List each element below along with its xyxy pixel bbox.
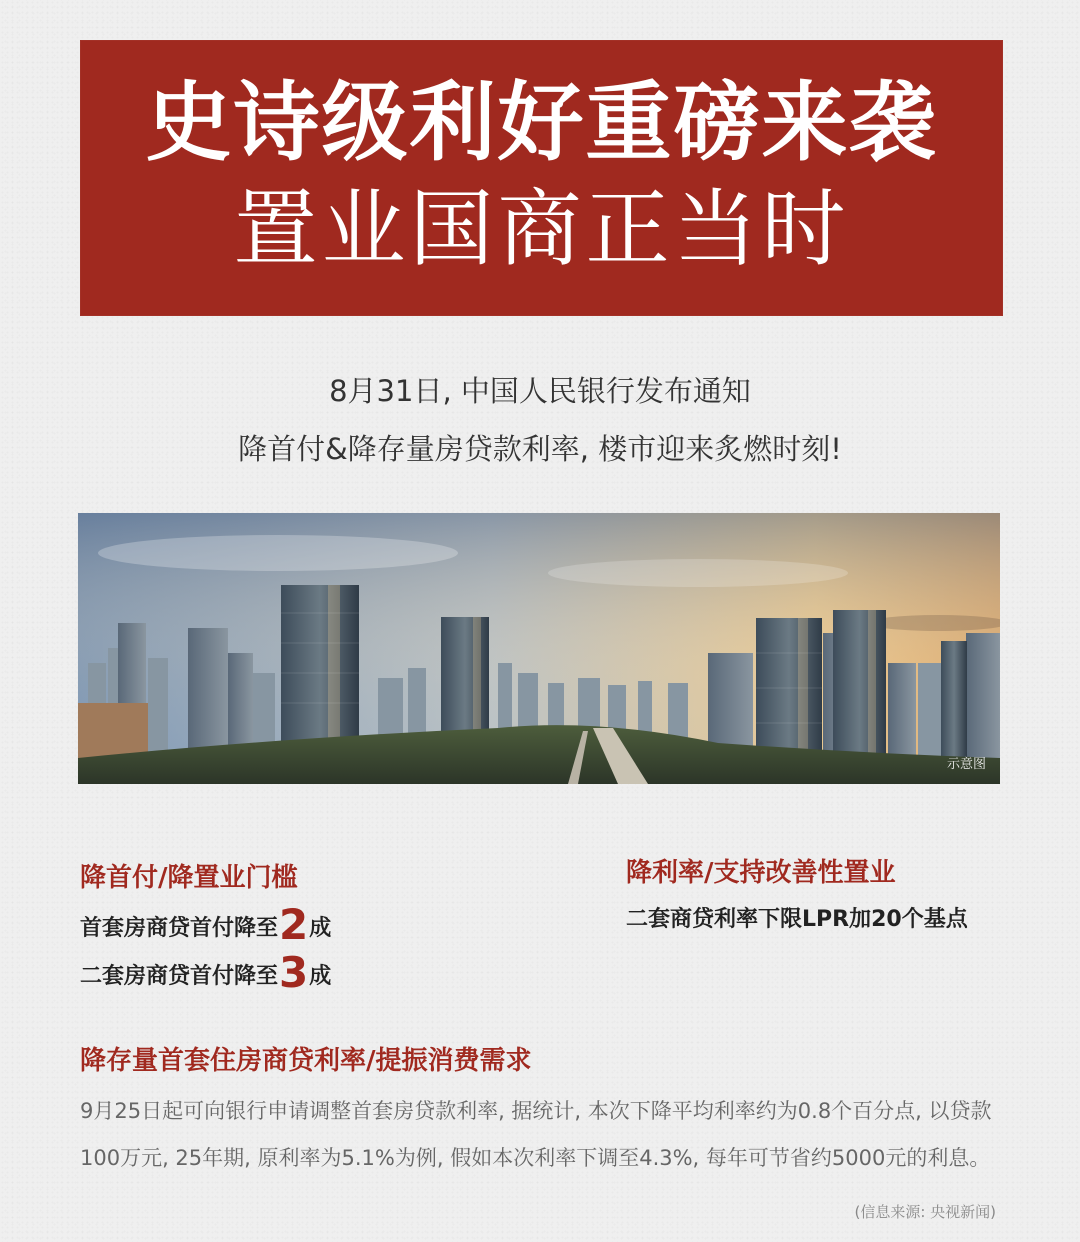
first-home-value: 2 [279,900,309,949]
headline-subtitle: 置业国商正当时 [233,179,850,278]
stock-rate-paragraph: 9月25日起可向银行申请调整首套房贷款利率, 据统计, 本次下降平均利率约为0.8个百分点, 以贷款100万元, 25年期, 原利率为5.1%为例, 假如本次利率下调至4.3%, 每年可节省约5000元的利息。 [80,1099,992,1170]
first-home-prefix: 首套房商贷首付降至 [80,916,279,941]
city-skyline-photo [78,513,1000,784]
first-home-suffix: 成 [309,916,332,941]
stock-rate-title: 降存量首套住房商贷利率/提振消费需求 [80,1046,532,1076]
rate-line: 二套商贷利率下限LPR加20个基点 [626,907,968,932]
first-home-down-payment [80,900,331,949]
skyline-illustration [78,513,1000,784]
intro-text [0,362,1080,478]
second-home-down-payment [80,948,331,997]
headline-title: 史诗级利好重磅来袭 [145,72,938,174]
photo-caption: 示意图 [946,757,986,772]
second-home-suffix: 成 [309,964,332,989]
intro-line-1: 8月31日, 中国人民银行发布通知 [329,374,751,408]
rate-title: 降利率/支持改善性置业 [626,858,896,888]
down-payment-title: 降首付/降置业门槛 [80,863,298,893]
info-source: (信息来源: 央视新闻) [854,1203,996,1221]
second-home-value: 3 [279,948,309,997]
second-home-prefix: 二套房商贷首付降至 [80,964,279,989]
headline-banner [80,40,1003,316]
intro-line-2: 降首付&降存量房贷款利率, 楼市迎来炙燃时刻! [238,432,842,466]
